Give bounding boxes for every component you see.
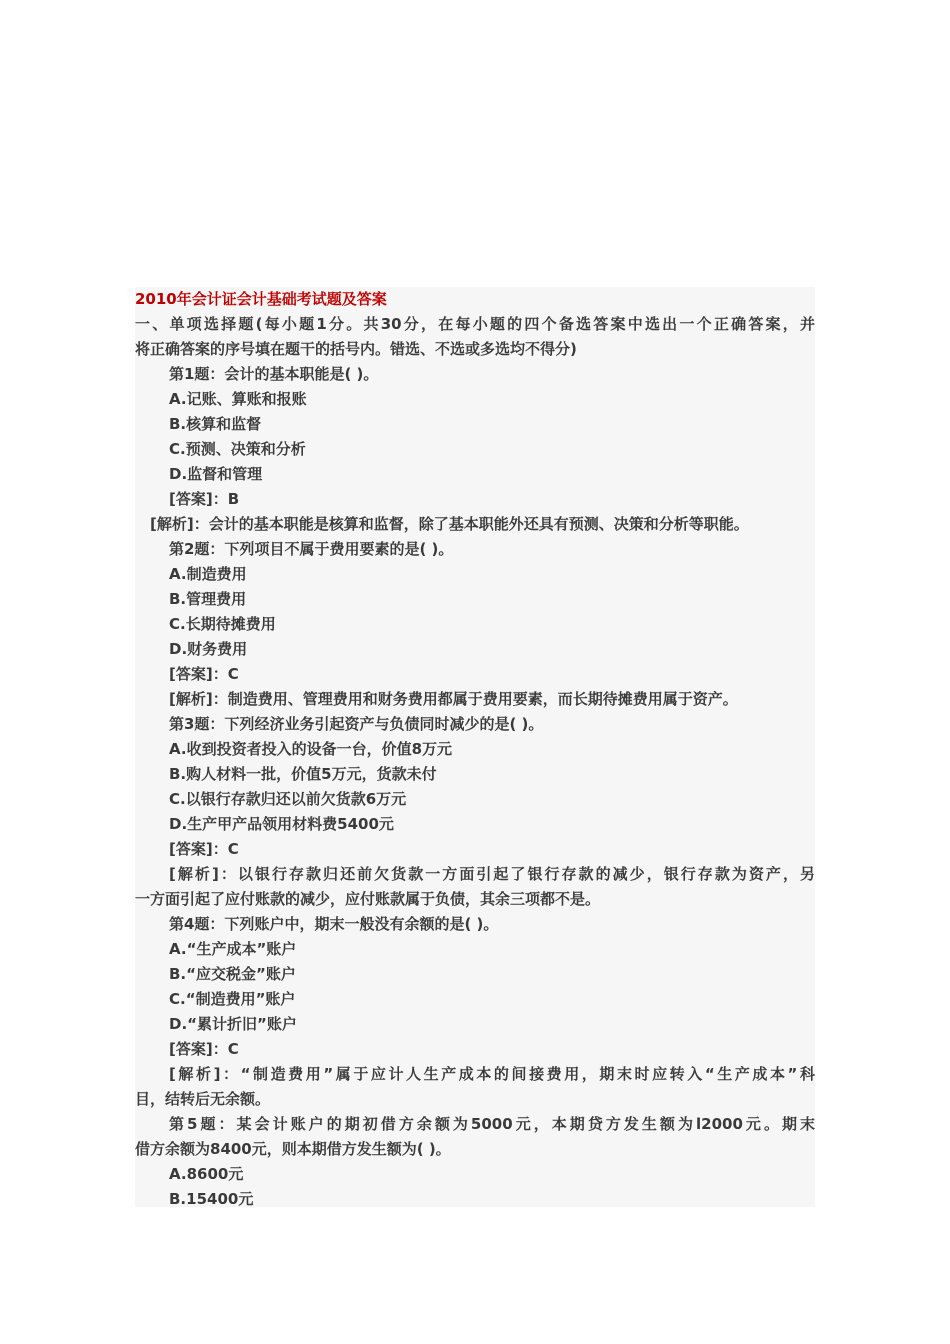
question-3-option-a: A.收到投资者投入的设备一台，价值8万元 bbox=[169, 740, 453, 758]
question-2-option-a: A.制造费用 bbox=[169, 565, 247, 583]
question-1-option-d: D.监督和管理 bbox=[169, 465, 263, 483]
document-title: 2010年会计证会计基础考试题及答案 bbox=[135, 290, 387, 308]
question-4-option-d: D.“累计折旧”账户 bbox=[169, 1015, 297, 1033]
question-1-option-c: C.预测、决策和分析 bbox=[169, 440, 306, 458]
question-2-option-c: C.长期待摊费用 bbox=[169, 615, 276, 633]
document-content bbox=[135, 287, 815, 1212]
question-3-analysis: [解析]：以银行存款归还前欠货款一方面引起了银行存款的减少，银行存款为资产，另 bbox=[169, 865, 815, 883]
question-3-option-c: C.以银行存款归还以前欠货款6万元 bbox=[169, 790, 407, 808]
section-heading-cont: 将正确答案的序号填在题干的括号内。错选、不选或多选均不得分) bbox=[135, 340, 577, 358]
question-2-answer: [答案]：C bbox=[169, 665, 239, 683]
question-4-analysis: [解析]：“制造费用”属于应计人生产成本的间接费用，期末时应转入“生产成本”科 bbox=[169, 1065, 815, 1083]
question-1-stem: 第1题：会计的基本职能是( )。 bbox=[169, 365, 379, 383]
question-4-answer: [答案]：C bbox=[169, 1040, 239, 1058]
question-1-option-b: B.核算和监督 bbox=[169, 415, 262, 433]
question-2-analysis: [解析]：制造费用、管理费用和财务费用都属于费用要素，而长期待摊费用属于资产。 bbox=[169, 690, 738, 708]
question-4-option-a: A.“生产成本”账户 bbox=[169, 940, 297, 958]
question-4-analysis-cont: 目，结转后无余额。 bbox=[135, 1090, 271, 1108]
question-3-stem: 第3题：下列经济业务引起资产与负债同时减少的是( )。 bbox=[169, 715, 544, 733]
question-4-option-b: B.“应交税金”账户 bbox=[169, 965, 296, 983]
question-2-stem: 第2题：下列项目不属于费用要素的是( )。 bbox=[169, 540, 454, 558]
question-2-option-b: B.管理费用 bbox=[169, 590, 247, 608]
question-1-option-a: A.记账、算账和报账 bbox=[169, 390, 307, 408]
question-5-stem: 第5题：某会计账户的期初借方余额为5000元，本期贷方发生额为l2000元。期末 bbox=[169, 1115, 815, 1133]
question-2-option-d: D.财务费用 bbox=[169, 640, 248, 658]
question-4-option-c: C.“制造费用”账户 bbox=[169, 990, 296, 1008]
question-5-option-b: B.15400元 bbox=[169, 1190, 254, 1208]
question-3-option-d: D.生产甲产品领用材料费5400元 bbox=[169, 815, 394, 833]
question-1-analysis: [解析]：会计的基本职能是核算和监督，除了基本职能外还具有预测、决策和分析等职能。 bbox=[150, 515, 749, 533]
question-3-option-b: B.购人材料一批，价值5万元，货款未付 bbox=[169, 765, 437, 783]
section-heading: 一、单项选择题(每小题1分。共30分，在每小题的四个备选答案中选出一个正确答案，并 bbox=[135, 315, 815, 333]
question-3-answer: [答案]：C bbox=[169, 840, 239, 858]
question-5-stem-cont: 借方余额为8400元，则本期借方发生额为( )。 bbox=[135, 1140, 451, 1158]
question-3-analysis-cont: 一方面引起了应付账款的减少，应付账款属于负债，其余三项都不是。 bbox=[135, 890, 601, 908]
question-4-stem: 第4题：下列账户中，期末一般没有余额的是( )。 bbox=[169, 915, 499, 933]
question-5-option-a: A.8600元 bbox=[169, 1165, 244, 1183]
question-1-answer: [答案]：B bbox=[169, 490, 240, 508]
